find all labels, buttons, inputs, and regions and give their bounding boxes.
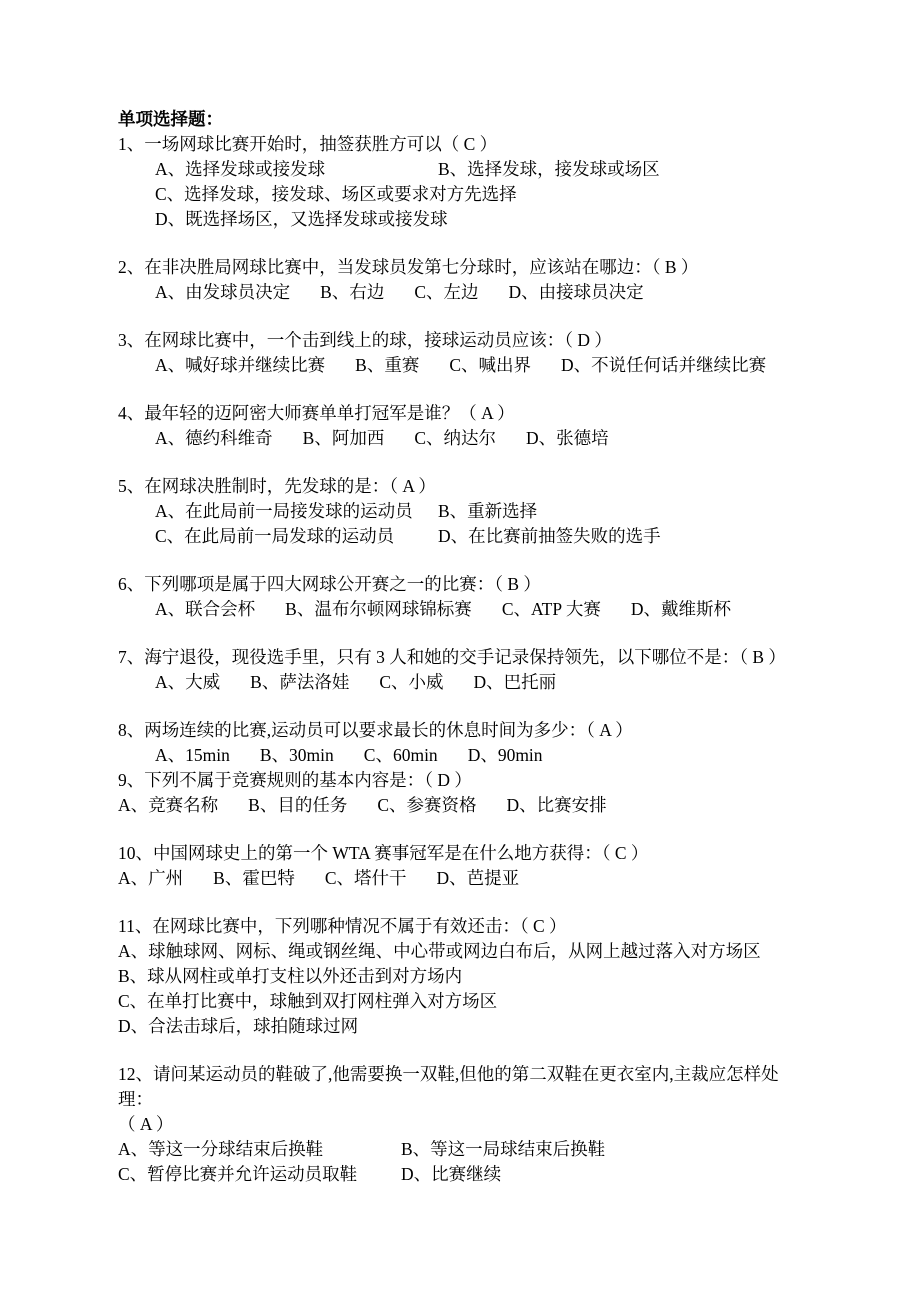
option-item: B、重赛 bbox=[355, 355, 420, 375]
option-item: A、竞赛名称 bbox=[118, 795, 219, 815]
option-item: D、合法击球后，球拍随球过网 bbox=[118, 1016, 359, 1036]
option-item: A、球触球网、网标、绳或钢丝绳、中心带或网边白布后，从网上越过落入对方场区 bbox=[118, 941, 761, 961]
option-line bbox=[118, 426, 800, 451]
questions bbox=[118, 132, 800, 1187]
question-4 bbox=[118, 401, 800, 451]
question-text: （ A ） bbox=[118, 1114, 174, 1134]
question-text: 9、下列不属于竞赛规则的基本内容是：（ D ） bbox=[118, 770, 472, 790]
option-item: D、既选择场区，又选择发球或接发球 bbox=[155, 209, 448, 229]
question-text: 6、下列哪项是属于四大网球公开赛之一的比赛：（ B ） bbox=[118, 574, 541, 594]
option-item: B、霍巴特 bbox=[213, 868, 295, 888]
option-line bbox=[118, 524, 800, 549]
option-item: B、阿加西 bbox=[302, 428, 385, 448]
option-item: B、目的任务 bbox=[248, 795, 348, 815]
option-item: B、右边 bbox=[320, 282, 385, 302]
question-text: 4、最年轻的迈阿密大师赛单单打冠军是谁？（ A ） bbox=[118, 403, 515, 423]
option-item: A、在此局前一局接发球的运动员 bbox=[155, 501, 413, 521]
question-text: 3、在网球比赛中，一个击到线上的球，接球运动员应该：（ D ） bbox=[118, 330, 612, 350]
option-item: A、联合会杯 bbox=[155, 599, 256, 619]
option-item: D、在比赛前抽签失败的选手 bbox=[438, 526, 661, 546]
question-9 bbox=[118, 768, 800, 818]
option-item: A、等这一分球结束后换鞋 bbox=[118, 1139, 324, 1159]
option-line bbox=[118, 866, 800, 891]
question-6 bbox=[118, 572, 800, 622]
option-item: C、小威 bbox=[379, 672, 444, 692]
option-item: B、球从网柱或单打支柱以外还击到对方场内 bbox=[118, 966, 463, 986]
option-item: A、德约科维奇 bbox=[155, 428, 273, 448]
question-5 bbox=[118, 474, 800, 549]
option-item: C、左边 bbox=[414, 282, 479, 302]
question-12 bbox=[118, 1062, 800, 1187]
option-line bbox=[118, 1162, 800, 1187]
option-item: C、参赛资格 bbox=[377, 795, 477, 815]
option-item: B、温布尔顿网球锦标赛 bbox=[285, 599, 472, 619]
option-item: A、由发球员决定 bbox=[155, 282, 291, 302]
option-item: A、喊好球并继续比赛 bbox=[155, 355, 326, 375]
option-item: A、15min bbox=[155, 745, 230, 765]
option-item: D、巴托丽 bbox=[473, 672, 557, 692]
option-line bbox=[118, 280, 800, 305]
option-item: C、选择发球，接发球、场区或要求对方先选择 bbox=[155, 184, 517, 204]
option-item: A、广州 bbox=[118, 868, 184, 888]
question-text: 10、中国网球史上的第一个 WTA 赛事冠军是在什么地方获得：（ C ） bbox=[118, 843, 649, 863]
option-item: C、ATP 大赛 bbox=[501, 599, 601, 619]
option-item: C、暂停比赛并允许运动员取鞋 bbox=[118, 1164, 358, 1184]
option-item: D、张德培 bbox=[526, 428, 609, 448]
option-item: B、萨法洛娃 bbox=[250, 672, 350, 692]
question-3 bbox=[118, 328, 800, 378]
option-item: D、比赛安排 bbox=[506, 795, 607, 815]
option-line bbox=[118, 964, 800, 989]
option-line bbox=[118, 743, 800, 768]
option-item: D、芭提亚 bbox=[436, 868, 520, 888]
question-8 bbox=[118, 718, 800, 768]
option-line bbox=[118, 207, 800, 232]
option-item: C、喊出界 bbox=[449, 355, 532, 375]
question-7 bbox=[118, 645, 800, 695]
question-text: 8、两场连续的比赛,运动员可以要求最长的休息时间为多少：（ A ） bbox=[118, 720, 633, 740]
option-item: D、戴维斯杯 bbox=[630, 599, 731, 619]
question-text: 2、在非决胜局网球比赛中，当发球员发第七分球时，应该站在哪边：（ B ） bbox=[118, 257, 699, 277]
option-item: C、在单打比赛中，球触到双打网柱弹入对方场区 bbox=[118, 991, 498, 1011]
option-item: B、重新选择 bbox=[438, 501, 538, 521]
option-line bbox=[118, 182, 800, 207]
option-line bbox=[118, 597, 800, 622]
option-item: D、由接球员决定 bbox=[508, 282, 644, 302]
question-text: 11、在网球比赛中，下列哪种情况不属于有效还击：（ C ） bbox=[118, 916, 567, 936]
question-text: 1、一场网球比赛开始时，抽签获胜方可以（ C ） bbox=[118, 134, 498, 154]
option-item: C、60min bbox=[363, 745, 438, 765]
option-item: B、选择发球，接发球或场区 bbox=[438, 159, 660, 179]
option-line bbox=[118, 1014, 800, 1039]
option-item: D、比赛继续 bbox=[401, 1164, 502, 1184]
option-line bbox=[118, 157, 800, 182]
option-item: A、大威 bbox=[155, 672, 221, 692]
question-text: 12、请问某运动员的鞋破了,他需要换一双鞋,但他的第二双鞋在更衣室内,主裁应怎样处理： bbox=[118, 1064, 779, 1109]
document-title: 单项选择题： bbox=[118, 109, 223, 129]
question-2 bbox=[118, 255, 800, 305]
option-item: D、不说任何话并继续比赛 bbox=[561, 355, 767, 375]
option-line bbox=[118, 1137, 800, 1162]
question-11 bbox=[118, 914, 800, 1039]
question-text: 5、在网球决胜制时，先发球的是：（ A ） bbox=[118, 476, 436, 496]
option-item: C、纳达尔 bbox=[414, 428, 497, 448]
option-item: B、30min bbox=[259, 745, 334, 765]
option-item: C、在此局前一局发球的运动员 bbox=[155, 526, 395, 546]
option-item: A、选择发球或接发球 bbox=[155, 159, 326, 179]
question-text: 7、海宁退役，现役选手里，只有 3 人和她的交手记录保持领先，以下哪位不是：（ B ） bbox=[118, 647, 786, 667]
option-line bbox=[118, 670, 800, 695]
question-1 bbox=[118, 132, 800, 232]
option-line bbox=[118, 499, 800, 524]
option-line bbox=[118, 793, 800, 818]
option-item: B、等这一局球结束后换鞋 bbox=[401, 1139, 606, 1159]
option-line bbox=[118, 939, 800, 964]
option-item: D、90min bbox=[467, 745, 543, 765]
option-line bbox=[118, 989, 800, 1014]
option-item: C、塔什干 bbox=[324, 868, 407, 888]
question-10 bbox=[118, 841, 800, 891]
option-line bbox=[118, 353, 800, 378]
